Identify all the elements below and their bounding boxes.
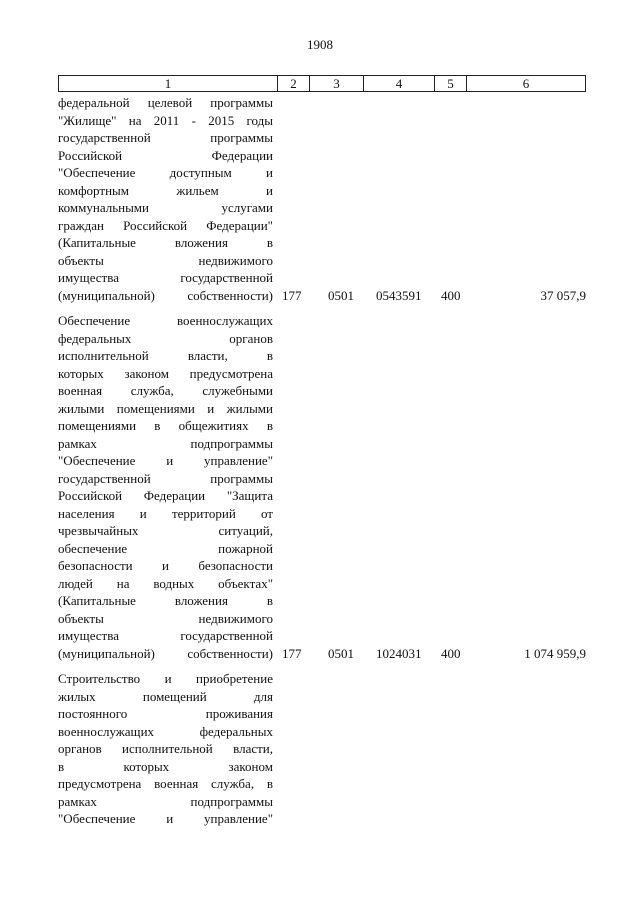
- page-number: 1908: [307, 37, 333, 52]
- description-line: (муниципальной) собственности): [58, 287, 273, 303]
- column-header-2: 2: [278, 76, 310, 91]
- row-description: [58, 94, 273, 304]
- description-line: коммунальными услугами: [58, 200, 273, 215]
- description-line: (Капитальные вложения в: [58, 593, 273, 608]
- description-line: предусмотрена военная служба, в: [58, 776, 273, 791]
- cell-col3: 0501: [328, 645, 354, 661]
- cell-col4: 1024031: [376, 645, 422, 661]
- row-description: [58, 312, 273, 662]
- description-line: людей на водных объектах": [58, 575, 273, 591]
- description-line: федеральных органов: [58, 330, 273, 346]
- cell-col6: 37 057,9: [540, 287, 586, 303]
- description-line: рамках подпрограммы: [58, 435, 273, 451]
- description-line: обеспечение пожарной: [58, 540, 273, 556]
- cell-col5: 400: [441, 287, 461, 303]
- description-line: в которых законом: [58, 758, 273, 774]
- description-line: комфортным жильем и: [58, 182, 273, 198]
- cell-col6: 1 074 959,9: [524, 645, 586, 661]
- description-line: Строительство и приобретение: [58, 671, 273, 686]
- description-line: объекты недвижимого: [58, 252, 273, 268]
- description-line: Российской Федерации "Защита: [58, 488, 273, 503]
- description-line: органов исполнительной власти,: [58, 741, 273, 756]
- column-header-5: 5: [435, 76, 467, 91]
- description-line: Российской Федерации: [58, 147, 273, 163]
- description-line: "Обеспечение и управление": [58, 453, 273, 468]
- description-line: государственной программы: [58, 470, 273, 486]
- description-line: военнослужащих федеральных: [58, 723, 273, 739]
- description-line: которых законом предусмотрена: [58, 365, 273, 381]
- column-header-3: 3: [310, 76, 364, 91]
- table-column-header: [58, 75, 586, 92]
- description-line: безопасности и безопасности: [58, 558, 273, 573]
- description-line: имущества государственной: [58, 270, 273, 285]
- description-line: жилых помещений для: [58, 688, 273, 704]
- description-line: помещениями в общежитиях в: [58, 418, 273, 433]
- table-row: [58, 312, 586, 662]
- description-line: федеральной целевой программы: [58, 95, 273, 110]
- column-header-1: 1: [59, 76, 278, 91]
- column-header-4: 4: [364, 76, 435, 91]
- description-line: (Капитальные вложения в: [58, 235, 273, 250]
- description-line: "Обеспечение доступным и: [58, 165, 273, 180]
- description-line: "Жилище" на 2011 - 2015 годы: [58, 112, 273, 128]
- description-line: населения и территорий от: [58, 505, 273, 521]
- description-line: государственной программы: [58, 130, 273, 145]
- description-line: имущества государственной: [58, 628, 273, 643]
- description-line: жилыми помещениями и жилыми: [58, 400, 273, 416]
- table-row: [58, 94, 586, 304]
- cell-col5: 400: [441, 645, 461, 661]
- description-line: объекты недвижимого: [58, 610, 273, 626]
- cell-col3: 0501: [328, 287, 354, 303]
- description-line: "Обеспечение и управление": [58, 811, 273, 826]
- description-line: чрезвычайных ситуаций,: [58, 523, 273, 538]
- row-description: [58, 670, 273, 828]
- description-line: (муниципальной) собственности): [58, 645, 273, 661]
- cell-col2: 177: [282, 287, 302, 303]
- cell-col4: 0543591: [376, 287, 422, 303]
- table-row: [58, 670, 586, 828]
- column-header-6: 6: [522, 76, 530, 91]
- description-line: исполнительной власти, в: [58, 348, 273, 363]
- description-line: постоянного проживания: [58, 706, 273, 721]
- description-line: рамках подпрограммы: [58, 793, 273, 809]
- description-line: военная служба, служебными: [58, 383, 273, 398]
- cell-col2: 177: [282, 645, 302, 661]
- description-line: Обеспечение военнослужащих: [58, 313, 273, 328]
- description-line: граждан Российской Федерации": [58, 217, 273, 233]
